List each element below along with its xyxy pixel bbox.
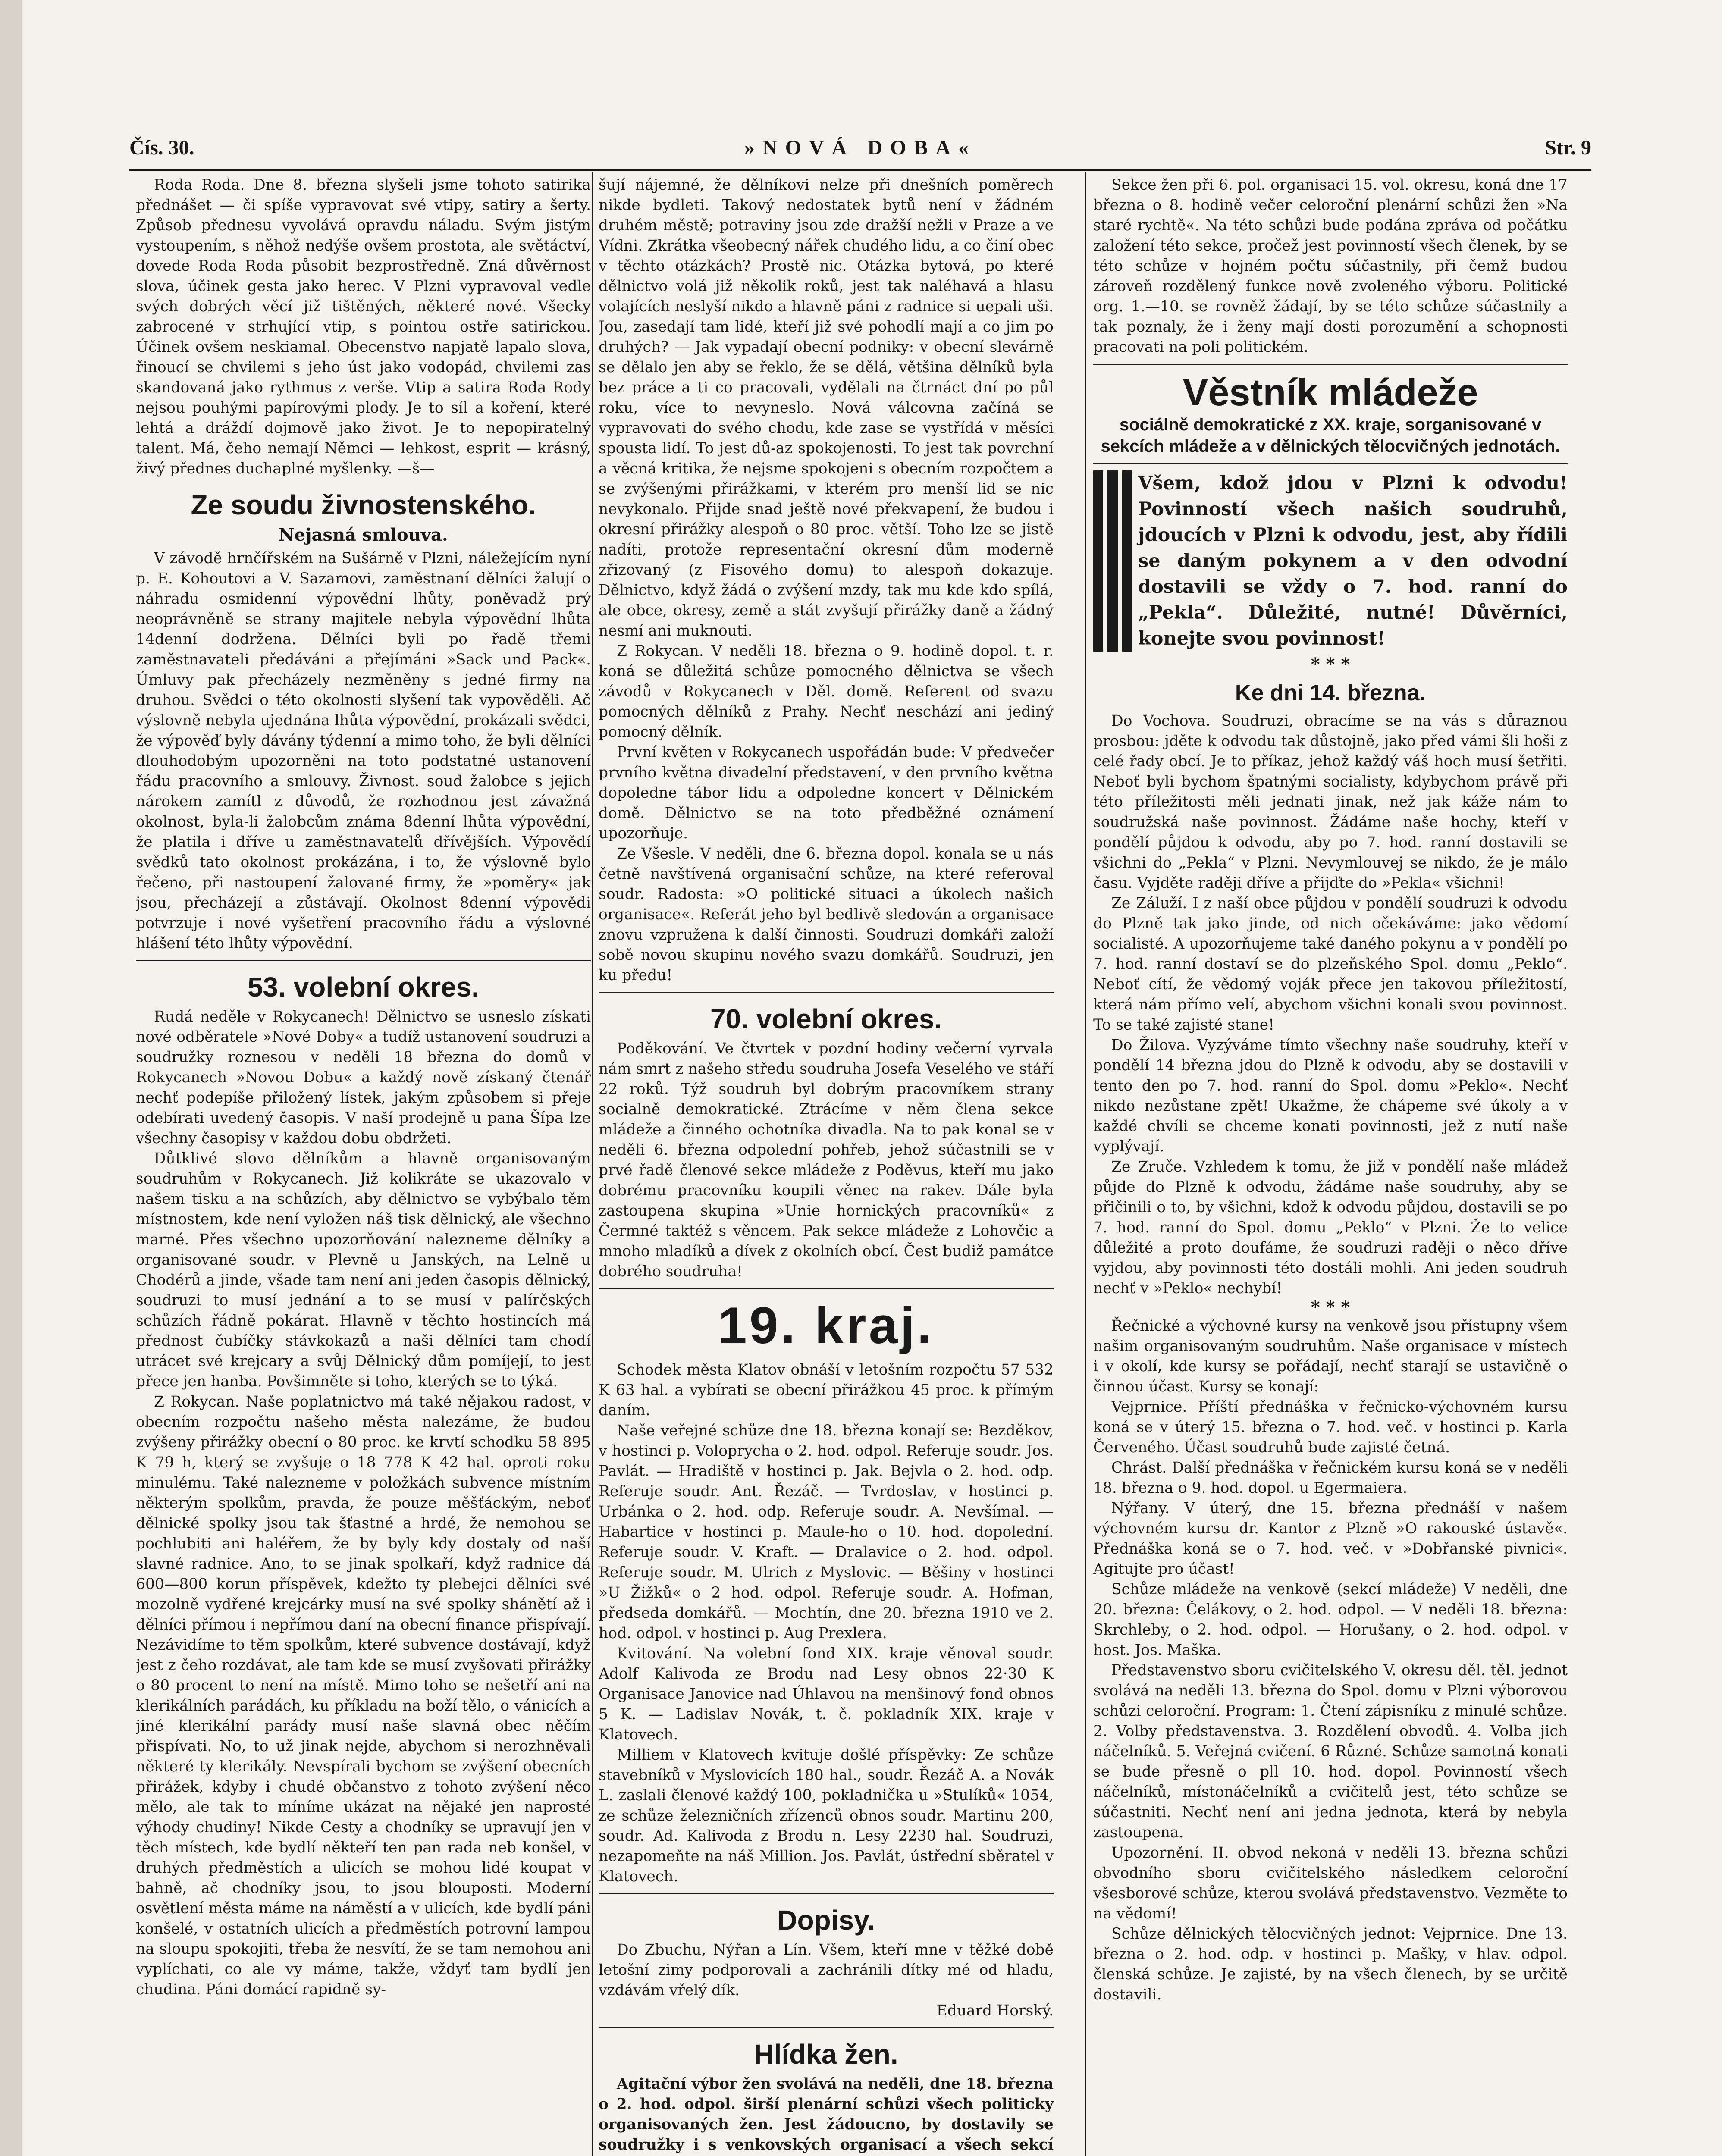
article-paragraph: Schůze mládeže na venkově (sekcí mládeže) V neděli, dne 20. března: Čelákovy, o 2. hod. odpol. — V neděli 18. března: Skrchleby, o 2. hod. odpol. — Horušany, o 2. hod. odpol. v host. Jos. Maška.: [1093, 1581, 1568, 1659]
article-paragraph: Chrást. Další přednáška v řečnickém kursu koná se v neděli 18. března o 9. hod. dopol. u Egermaiera.: [1093, 1459, 1568, 1497]
article-paragraph: Sekce žen při 6. pol. organisaci 15. vol. okresu, koná dne 17 března o 8. hodině večer celoroční plenární schůzi žen »Na staré rychtě«. Na této schůzi bude podána zpráva od počátku založení této sekce, pročež jest povinností všech členek, by se této schůze v hojném počtu súčastnily, při čemž budou zároveň rozdělený funkce nově zvoleného výboru. Politické org. 1.—10. se rovněž žádají, by se této schůze súčastnily a tak poznaly, že i ženy mají dosti porozumění a schopnosti pracovati na poli politickém.: [1093, 176, 1568, 356]
section-subtitle: sociálně demokratické z XX. kraje, sorganisované v sekcích mládeže a v dělnických tělocvičných jednotách.: [1101, 415, 1560, 456]
section-heading-kraj: 19. kraj.: [718, 1297, 934, 1354]
column-divider: [592, 172, 593, 2156]
appeal-box: [1093, 470, 1568, 652]
article-paragraph: Naše veřejné schůze dne 18. března konají se: Bezděkov, v hostinci p. Voloprycha o 2. hod. odpol. Referuje soudr. Jos. Pavlát. — Hradiště v hostinci p. Jak. Bejvla o 2. hod. odp. Referuje soudr. Ant. Řezáč. — Tvrdoslav, v hostinci p. Urbánka o 2. hod. odp. Referuje soudr. A. Nevšímal. — Habartice v hostinci p. Maule-ho o 10. hod. dopolední. Referuje soudr. V. Kraft. — Dralavice o 2. hod. odpol. Referuje soudr. M. Ulrich z Myslovic. — Běšiny v hostinci »U Žižků« o 2 hod. odpol. Referuje soudr. A. Hofman, předseda domkářů. — Mochtín, dne 20. března 1910 ve 2. hod. odpol. v hostinci p. Aug Prexlera.: [599, 1422, 1054, 1642]
page-number: Str. 9: [1545, 136, 1591, 159]
article-paragraph: Do Vochova. Soudruzi, obracíme se na vás s důraznou prosbou: jděte k odvodu tak důstojně, jako před vámi šli hoši z celé řady obcí. Je to příkaz, jehož každý váš hoch musí šetřiti. Neboť byli bychom špatnými socialisty, kdybychom právě při této příležitosti měli jednati jinak, než jak káže nám to soudružská naše povinnost. Žádáme naše hochy, kteří v pondělí půjdou k odvodu, aby po 7. hod. ranní dostavili se všichni do „Pekla“ v Plzni. Nevymlouvej se nikdo, že je málo času. Vyjděte raději dříve a přijďte do »Pekla« všichni!: [1093, 712, 1568, 892]
article-subtitle: Nejasná smlouva.: [279, 525, 448, 545]
article-paragraph: Upozornění. II. obvod nekoná v neděli 13. března schůzi obvodního sboru cvičitelského následkem celoroční všesborové schůze, kterou svolává představenstvo. Vezměte to na vědomí!: [1093, 1844, 1568, 1922]
scan-margin: [0, 0, 22, 2156]
article-paragraph: V závodě hrnčířském na Sušárně v Plzni, náležejícím nyní p. E. Kohoutovi a V. Sazamovi, zaměstnaní dělníci žalují o náhradu osmidenní výpovědní lhůty, poněvadž prý neoprávněně se strany majitele nebyla výpovědní lhůta 14denní dodržena. Dělníci byli po řadě třemi zaměstnavateli předáváni a přejímáni »Sack und Pack«. Úmluvy pak přecházely nezměněny s jedné firmy na druhou. Svědci o této okolnosti slyšení tak vypověděli. Ač výslovně nebyla ujednána lhůta výpovědní, prokázali svědci, že výpověď byly dávány týdenní a mimo toho, že byli dělníci dlouhodobým upozorněni na toto podstatné ustanovení řádu pracovního a smlouvy. Živnost. soud žalobce s jejich nárokem zamítl z důvodů, že rozhodnou jest závažná okolnost, byla-li žalobcům známa 8denní lhůta výpovědní, že platila i dříve u zaměstnavatelů dřívějších. Výpovědí svědků tato okolnost prokázána, i to, že výslovně bylo řečeno, při nastoupení žalované firmy, že »poměry« jak jsou, přecházejí a zůstávají. Okolnost 8denní výpovědi potvrzuje i nové vyšetření pracovního řádu a výslovné hlášení této lhůty výpovědní.: [136, 550, 591, 952]
article-paragraph: První květen v Rokycanech uspořádán bude: V předvečer prvního května divadelní představení, v den prvního května dopoledne tábor lidu a odpoledne koncert v Dělnickém domě. Dělnictvo se na toto předběžné oznámení upozorňuje.: [599, 744, 1054, 842]
article-paragraph: Vejprnice. Příští přednáška v řečnicko-výchovném kursu koná se v úterý 15. března o 7. hod. več. v hostinci p. Karla Červeného. Účast soudruhů bude zajisté četná.: [1093, 1398, 1568, 1456]
divider: [599, 1288, 1054, 1289]
issue-number: Čís. 30.: [129, 136, 194, 159]
section-heading: Dopisy.: [777, 1905, 875, 1936]
article-paragraph: Do Zbuchu, Nýřan a Lín. Všem, kteří mne v těžké době letošní zimy podporovali a zachránili dítky mé od hladu, vzdávám vřelý dík.: [599, 1941, 1054, 1999]
article-paragraph: Ze Zruče. Vzhledem k tomu, že již v pondělí naše mládež půjde do Plzně k odvodu, žádáme naše soudruhy, aby se přičinili o to, by všichni, kdož k odvodu půjdou, dostavili se po 7. hod. ranní do Spol. domu „Peklo“ v Plzni. Že to velice důležité a proto doufáme, že soudruzi raději o něco dříve vyjdou, aby povinnosti této dostáli mohli. Ani jeden soudruh nechť v »Peklo« nechybí!: [1093, 1158, 1568, 1297]
divider: [1093, 364, 1568, 365]
section-heading: Ze soudu živnostenského.: [191, 489, 536, 520]
divider: [1093, 463, 1568, 464]
ornament-stars: * * *: [1311, 1297, 1350, 1317]
article-paragraph: šují nájemné, že dělníkovi nelze při dnešních poměrech nikde bydleti. Takový nedostatek bytů není v žádném druhém městě; potraviny jsou zde dražší nežli v Praze a ve Vídni. Zkrátka všeobecný nářek chudého lidu, a co činí obec v těchto otázkách? Prostě nic. Otázka bytová, po které dělnictvo volá již několik roků, jest tak naléhavá a hlasu volajících neslyší nikdo a hlavně páni z radnice si uepali uši. Jou, zasedají tam lidé, kteří již své pohodlí mají a co jim po druhých? — Jak vypadají obecní podniky: v obecní slevárně se dělalo jen aby se řeklo, že se dělá, většina dělníků byla bez práce a ti co pracovali, vydělali na čtrnáct dní po půl roku, více to nevyneslo. Nová válcovna začíná se vypravovati do svého chodu, kde zase se vystřídá v měsíci spousta lidí. To jest dů-az spokojenosti. To jest tak povrchní a věcná kritika, že nejsme spokojeni s obecním rozpočtem a se zvýšenými přirážkami, v kterém pro menší lid se nic nevykonalo. Přijde snad ještě nové překvapení, že budou i okresní přirážky alespoň o 80 proc. větší. Toho lze se jistě nadíti, protože representační okresní dům moderně zřizovaný (z Fisového domu) to alespoň dokazuje. Dělnictvo, když žádá o zvýšení mzdy, tak mu kde kdo spílá, ale obce, okresy, země a stát zvyšují přirážky daně a žádný nesmí ani muknouti.: [599, 176, 1054, 639]
section-heading: 70. volební okres.: [710, 1003, 942, 1034]
decorative-bars: [1093, 470, 1132, 652]
appeal-text: Všem, kdož jdou v Plzni k odvodu! Povinností všech našich soudruhů, jdoucích v Plzni k odvodu, jest, aby řídili se daným pokynem a v den odvodní dostavili se vždy o 7. hod. ranní do „Pekla“. Důležité, nutné! Důvěrníci, konejte svou povinnost!: [1138, 473, 1568, 649]
column-2: [599, 142, 1054, 2156]
article-paragraph: Poděkování. Ve čtvrtek v pozdní hodiny večerní vyrvala nám smrt z našeho středu soudruha Josefa Veselého ve stáří 22 roků. Týž soudruh byl dobrým pracovníkem strany socialně demokratické. Ztrácíme v něm člena sekce mládeže a činného ochotníka divadla. Na to pak konal se v neděli 6. března odpolední pohřeb, jehož súčastnili se v prvé řadě členové sekce mládeže z Poděvus, kteří mu jako dobrému pracovníku koupili věnec na rakev. Dále byla zastoupena skupina »Unie hornických pracovníků« z Čermné taktéž s věncem. Pak sekce mládeže z Lohovčic a mnoho mladíků a dívek z okolních obcí. Čest budiž památce dobrého soudruha!: [599, 1040, 1054, 1280]
article-paragraph: Ze Záluží. I z naší obce půjdou v pondělí soudruzi k odvodu do Plzně tak jako jinde, od nich očekáváme: jako vědomí socialisté. A upozorňujeme také daného pokynu a v pondělí po 7. hod. ranní dostaví se do plzeňského Spol. domu „Peklo“. Neboť cítí, že vědomý voják přece jen takovou příležitostí, která nám přímo velí, abychom všichni konali svou povinnost. To se také zajisté stane!: [1093, 895, 1568, 1034]
article-paragraph: Představenstvo sboru cvičitelského V. okresu děl. těl. jednot svolává na neděli 13. března do Spol. domu v Plzni výborovou schůzi celoroční. Program: 1. Čtení zápisníku z minulé schůze. 2. Volby představenstva. 3. Rozdělení obvodů. 4. Volba jich náčelníků. 5. Veřejná cvičení. 6 Různé. Schůze samotná konati se bude přesně o pll 10. hod. dopol. Povinností všech náčelníků, místonáčelníků a cvičitelů jest, této schůze se súčastniti. Nechť není ani jedna jednota, která by nebyla zastoupena.: [1093, 1662, 1568, 1841]
article-paragraph: Důtklivé slovo dělníkům a hlavně organisovaným soudruhům v Rokycanech. Již kolikráte se ukazovalo v našem tisku a na schůzích, aby dělnictvo se vybýbalo těm místnostem, kde není vyložen náš tisk dělnický, ale všechno marné. Přes všechno upozorňování nalezneme dělníky a organisované soudr. v Plevně u Janských, na Lelně u Chodérů a jinde, všade tam není ani jeden časopis dělnický, soudruzi to musí jednání a to se musí v palírčských schůzích řádně pokárat. Hlavně v těchto hostincích má přednost čubíčky stávkokazů a naši dělníci tam chodí utrácet své krejcary a svůj Dělnický dům pomíjejí, to jest přece jen hanba. Povšimněte si toho, kterých se to týká.: [136, 1150, 591, 1390]
divider: [599, 992, 1054, 993]
article-paragraph: Do Žilova. Vyzýváme tímto všechny naše soudruhy, kteří v pondělí 14 března jdou do Plzně k odvodu, aby se dostavili v tento den po 7. hod. ranní do Spol. domu »Peklo«. Nechť nikdo nezůstane zpět! Ukažme, že chápeme své úkoly a v každé chvíli se chceme konati povinnosti, jež z nutí naše vyplývají.: [1093, 1037, 1568, 1155]
column-1: [136, 142, 591, 2156]
column-3: [1093, 142, 1568, 2156]
article-paragraph: Ze Všesle. V neděli, dne 6. března dopol. konala se u nás četně navštívená organisační schůze, na které referoval soudr. Radosta: »O politické situaci a úkolech našich organisace«. Referát jeho byl bedlivě sledován a organisace znovu vzpružena k další činnosti. Soudruzi domkáři založí sobě novou skupinu nového svazu domkářů. Soudruzi, jen ku předu!: [599, 845, 1054, 984]
article-paragraph: Z Rokycan. V neděli 18. března o 9. hodině dopol. t. r. koná se důležitá schůze pomocného dělnictva se všech závodů v Rokycanech v Děl. domě. Referent od svazu pomocných dělníků z Prahy. Nechť neschází ani jediný pomocný dělník.: [599, 642, 1054, 741]
signature: Eduard Horský.: [936, 2002, 1054, 2019]
article-paragraph: Schůze dělnických tělocvičných jednot: Vejprnice. Dne 13. března o 2. hod. odp. v hostinci p. Mašky, v hlav. odpol. členská schůze. Je zajisté, by na všech členech, by se určitě dostavili.: [1093, 1925, 1568, 2003]
masthead: »NOVÁ DOBA«: [744, 136, 976, 159]
section-heading: 53. volební okres.: [247, 971, 480, 1003]
article-paragraph: Milliem v Klatovech kvituje došlé příspěvky: Ze schůze stavebníků v Myslovicích 180 hal., soudr. Řezáč A. a Novák L. zaslali členové každý 100, pokladnička u »Stulíků« 1054, ze schůze železničních zřízenců obnos soudr. Martinu 200, soudr. Ad. Kalivoda z Brodu n. Lesy 2230 hal. Soudruzi, nezapomeňte na náš Million. Jos. Pavlát, ústřední sběratel v Klatovech.: [599, 1746, 1054, 1885]
section-heading-vestnik: Věstník mládeže: [1183, 371, 1478, 414]
article-paragraph: Řečnické a výchovné kursy na venkově jsou přístupny všem našim organisovaným soudruhům. Naše organisace v místech i v okolí, kde kursy se pořádají, nechť starají se ustavičně o činnou účast. Kursy se konají:: [1093, 1317, 1568, 1395]
article-paragraph: Kvitování. Na volební fond XIX. kraje věnoval soudr. Adolf Kalivoda ze Brodu nad Lesy obnos 22·30 K Organisace Janovice nad Úhlavou na menšinový fond obnos 5 K. — Ladislav Novák, t. č. pokladník XIX. kraje v Klatovech.: [599, 1645, 1054, 1743]
article-paragraph: Schodek města Klatov obnáší v letošním rozpočtu 57 532 K 63 hal. a vybírati se obecní přirážkou 45 proc. k přímým daním.: [599, 1361, 1054, 1419]
column-divider: [1085, 172, 1086, 2156]
section-heading: Ke dni 14. března.: [1235, 680, 1426, 705]
divider: [599, 2027, 1054, 2028]
article-paragraph: Rudá neděle v Rokycanech! Dělnictvo se usneslo získati nové odběratele »Nové Doby« a tudíž ustanovení soudruzi a soudružky roznesou v neděli 18 března do domů v Rokycanech »Novou Dobu« a každý nově získaný čtenář nechť podepíše přiložený lístek, jakým způsobem si přeje odebírati uvedený časopis. V naší prodejně u pana Šípa lze všechny časopisy v každou dobu obdržeti.: [136, 1008, 591, 1147]
article-paragraph: Agitační výbor žen svolává na neděli, dne 18. března o 2. hod. odpol. širší plenární schůzi všech politicky organisovaných žen. Jest žádoucno, by dostavily se soudružky i s venkovských organisací a všech sekcí: [599, 2075, 1054, 2153]
ornament-stars: * * *: [1311, 654, 1350, 674]
article-roda-roda: Roda Roda. Dne 8. března slyšeli jsme tohoto satirika přednášet — či spíše vypravovat své vtipy, satiry a šerty. Způsob přednesu vyvolává opravdu náladu. Svým jistým vystoupením, s něhož nedýše ovšem prostota, ale světáctví, dovede Roda Roda působit bezprostředně. Zná důvěrnost slova, účinek gesta jako herec. V Plzni vypravoval vedle svých dobrých věcí již tištěných, některé nové. Všecky zabrocené v strhující vtip, s pointou ostře satirickou. Účinek ovšem neskiamal. Obecenstvo napjatě lapalo slova, řinoucí se chvilemi s jeho úst jako vodopád, chvilemi zas skandovaná jako rythmus z verše. Vtip a satira Roda Rody nejsou pouhými papírovými plody. Je to síl a koření, které lehtá a dráždí dojmově jako život. Je to nepopiratelný talent. Má, čeho nemají Němci — lehkost, esprit — krásný, živý přednes duchaplné myšlenky. —š—: [136, 176, 591, 477]
divider: [599, 1893, 1054, 1894]
article-paragraph: Z Rokycan. Naše poplatnictvo má také nějakou radost, v obecním rozpočtu našeho města nalezáme, že budou zvýšeny přirážky obecní o 80 proc. ke krvtí schodku 58 895 K 79 h, který se zvyšuje o 18 778 K 42 hal. oproti roku minulému. Také nalezneme v položkách subvence místním některým spolkům, pravda, že pouze měšťáckým, neboť dělnické spolky jsou tak šťastné a hrdé, že nemohou se pochlubiti ani haléřem, že by byly kdy dostaly od naší slavné radnice. Ano, to se jinak spolkaří, když radnice dá 600—800 korun příspěvek, kdežto ty plebejci dělníci své mozolně vydřené krejcárky musí na své spolky shánětí až i dělníci přímou i nepřímou daní na obecní finance přispívají. Nezávidíme to těm spolkům, které subvence dostávají, když jest z čeho rozdávat, ale tam kde se musí zvyšovati přirážky o 80 procent to není na místě. Mimo toho se nešetří ani na klerikálních parádách, ku příkladu na boží tělo, o vánicích a jiné klerikální parády musí naše slavná obec něčím přispívati. No, to už jinak nejde, abychom si nerozhněvali některé ty klerikály. Nevspírali bychom se zvýšení obecních přirážek, kdyby i chudé občanstvo z tohoto zvýšení něco mělo, ale tak to míníme ukázat na nějaké jen naprosté výhody chudiny! Nikde Cesty a chodníky se upravují jen v těch místech, kde bydlí někteří ten pan rada neb konšel, v druhých předměstích a ulicích se mohou lidé koupat v bahně, ač chodníky jsou, to jsou blouposti. Moderní osvětlení města máme na náměstí a v ulicích, kde bydlí páni konšelé, v ostatních ulicích a předměstích potrovní lampou na sloupu spokojiti, třeba že nesvítí, že se tam nemohou ani vyplíchati, co ale vy máme, takže, vždyť tam bydlí jen chudina. Páni domácí rapidně sy-: [136, 1393, 591, 1998]
section-heading: Hlídka žen.: [754, 2039, 898, 2070]
article-paragraph: Nýřany. V úterý, dne 15. března přednáší v našem výchovném kursu dr. Kantor z Plzně »O rakouské ústavě«. Přednáška koná se o 7. hod. več. v »Dobřanské pivnici«. Agitujte pro účast!: [1093, 1500, 1568, 1578]
divider: [136, 960, 591, 961]
